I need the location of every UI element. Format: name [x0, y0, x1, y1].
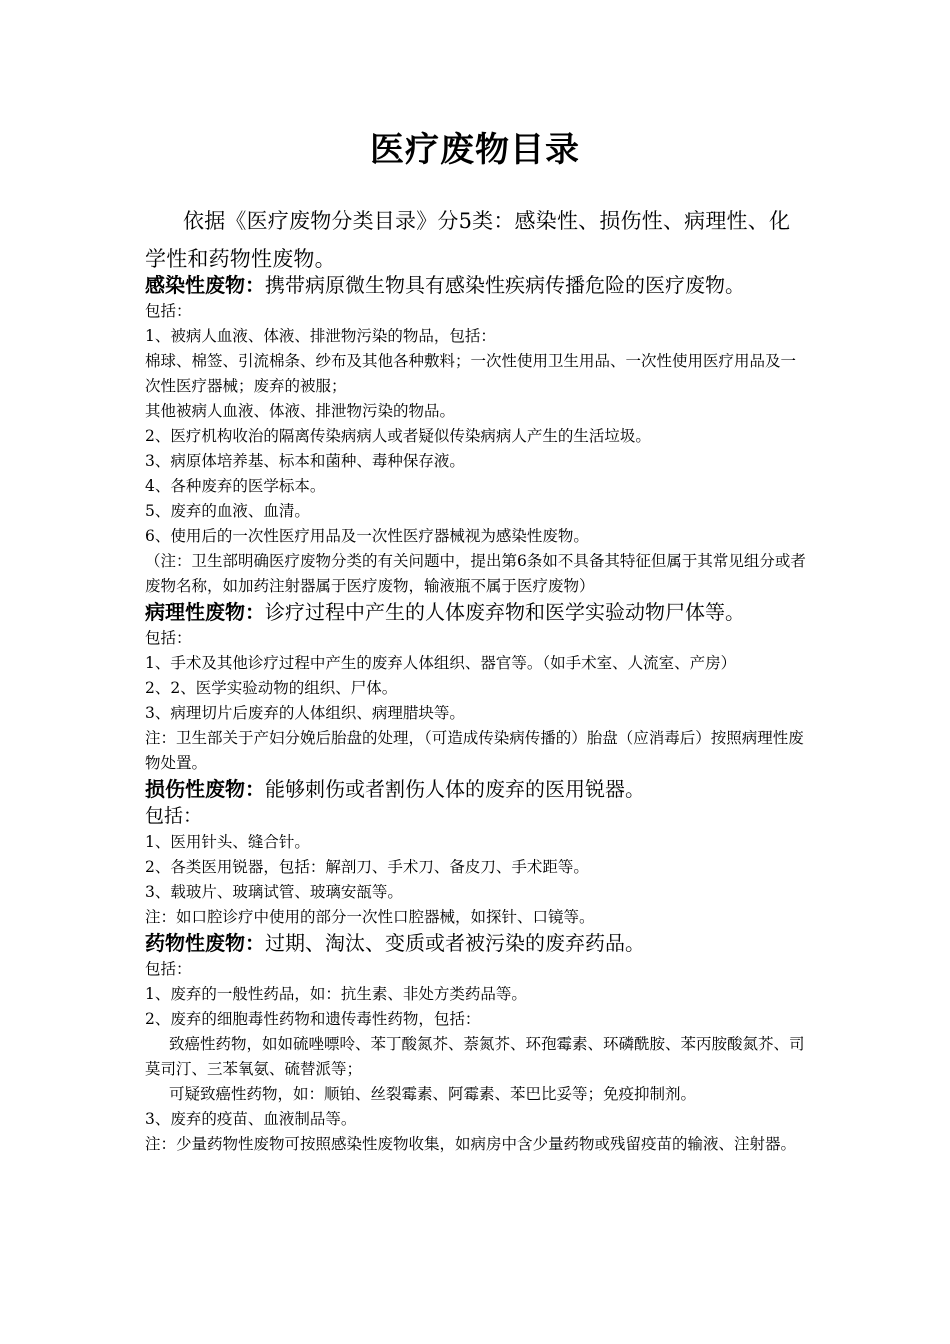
- pathological-include-label: 包括：: [145, 629, 192, 647]
- damaging-item: 2、各类医用锐器，包括：解剖刀、手术刀、备皮刀、手术距等。: [145, 858, 589, 876]
- pharmaceutical-subitem: 可疑致癌性药物，如：顺铂、丝裂霉素、阿霉素、苯巴比妥等；免疫抑制剂。: [169, 1085, 697, 1103]
- document-title: 医疗废物目录: [370, 130, 580, 170]
- infectious-item: 其他被病人血液、体液、排泄物污染的物品。: [145, 402, 456, 420]
- infectious-item: 棉球、棉签、引流棉条、纱布及其他各种敷料；一次性使用卫生用品、一次性使用医疗用品及一次性医疗器械；废弃的被服；: [145, 352, 797, 395]
- infectious-item: 5、废弃的血液、血清。: [145, 502, 310, 520]
- infectious-item: 4、各种废弃的医学标本。: [145, 477, 326, 495]
- pharmaceutical-subitem: 致癌性药物，如如硫唑嘌呤、苯丁酸氮芥、萘氮芥、环孢霉素、环磷酰胺、苯丙胺酸氮芥、司莫司汀、三苯氧氨、硫替派等；: [145, 1035, 805, 1078]
- pharmaceutical-waste-label: 药物性废物：: [145, 931, 265, 955]
- pathological-item: 2、2、医学实验动物的组织、尸体。: [145, 679, 398, 697]
- pharmaceutical-note: 注：少量药物性废物可按照感染性废物收集，如病房中含少量药物或残留疫苗的输液、注射器。: [145, 1135, 797, 1153]
- pathological-note: 注：卫生部关于产妇分娩后胎盘的处理，（可造成传染病传播的）胎盘（应消毒后）按照病理性废物处置。: [145, 729, 804, 772]
- damaging-waste-label: 损伤性废物：: [145, 777, 265, 801]
- pharmaceutical-item: 1、废弃的一般性药品，如：抗生素、非处方类药品等。: [145, 985, 527, 1003]
- infectious-include-label: 包括：: [145, 302, 192, 320]
- pathological-item: 1、手术及其他诊疗过程中产生的废弃人体组织、器官等。（如手术室、人流室、产房）: [145, 654, 737, 672]
- infectious-item: 1、被病人血液、体液、排泄物污染的物品，包括：: [145, 327, 496, 345]
- infectious-waste-heading: [145, 272, 811, 299]
- pharmaceutical-item: 2、废弃的细胞毒性药物和遗传毒性药物，包括：: [145, 1010, 481, 1028]
- infectious-item: 6、使用后的一次性医疗用品及一次性医疗器械视为感染性废物。: [145, 527, 589, 545]
- pathological-waste-heading: [145, 599, 811, 626]
- damaging-include-label: 包括：: [145, 805, 203, 827]
- pharmaceutical-include-label: 包括：: [145, 960, 192, 978]
- infectious-item: 3、病原体培养基、标本和菌种、毒种保存液。: [145, 452, 465, 470]
- infectious-waste-label: 感染性废物：: [145, 273, 265, 297]
- pathological-waste-description: 诊疗过程中产生的人体废弃物和医学实验动物尸体等。: [265, 600, 745, 624]
- pathological-waste-label: 病理性废物：: [145, 600, 265, 624]
- pathological-item: 3、病理切片后废弃的人体组织、病理腊块等。: [145, 704, 465, 722]
- document-body: [145, 272, 811, 1157]
- pharmaceutical-waste-heading: [145, 930, 811, 957]
- infectious-item: 2、医疗机构收治的隔离传染病病人或者疑似传染病病人产生的生活垃圾。: [145, 427, 651, 445]
- pharmaceutical-item: 3、废弃的疫苗、血液制品等。: [145, 1110, 357, 1128]
- pharmaceutical-waste-description: 过期、淘汰、变质或者被污染的废弃药品。: [265, 931, 645, 955]
- damaging-waste-description: 能够刺伤或者割伤人体的废弃的医用锐器。: [265, 777, 645, 801]
- damaging-item: 1、医用针头、缝合针。: [145, 833, 310, 851]
- damaging-note: 注：如口腔诊疗中使用的部分一次性口腔器械，如探针、口镜等。: [145, 908, 595, 926]
- damaging-waste-heading: [145, 776, 811, 803]
- infectious-note: （注：卫生部明确医疗废物分类的有关问题中，提出第6条如不具备其特征但属于其常见组分或者废物名称，如加药注射器属于医疗废物，输液瓶不属于医疗废物）: [145, 552, 806, 595]
- damaging-item: 3、载玻片、玻璃试管、玻璃安瓿等。: [145, 883, 403, 901]
- infectious-waste-description: 携带病原微生物具有感染性疾病传播危险的医疗废物。: [265, 273, 745, 297]
- intro-paragraph: 依据《医疗废物分类目录》分5类：感染性、损伤性、病理性、化学性和药物性废物。: [145, 209, 791, 271]
